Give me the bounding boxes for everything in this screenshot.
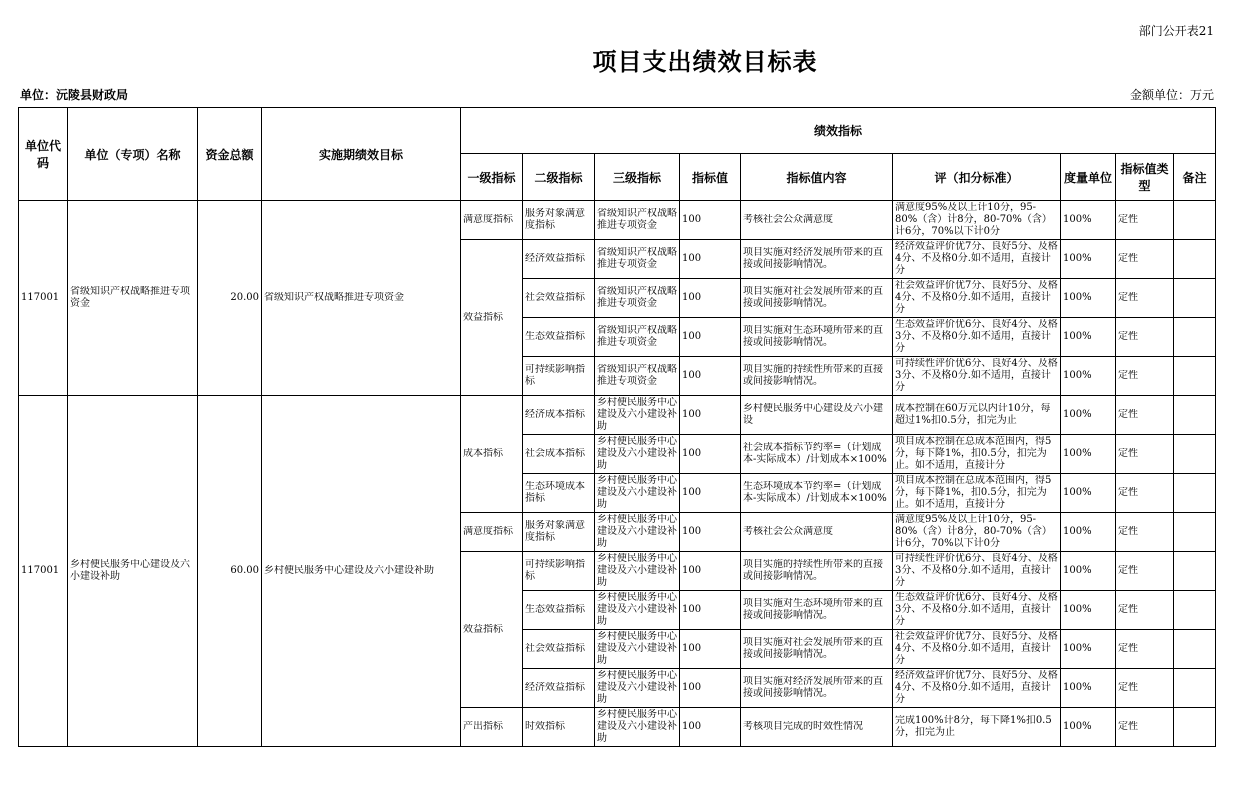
remark-cell: [1174, 396, 1216, 435]
level2-cell: [523, 396, 595, 435]
level1-cell-text: 效益指标: [463, 623, 503, 635]
unit-code-cell: [19, 396, 68, 747]
value-cell: [680, 513, 741, 552]
level3-cell: [595, 708, 680, 747]
level2-cell-text: 可持续影响指标: [525, 364, 585, 387]
level2-cell-text: 经济效益指标: [525, 253, 585, 264]
total-funds-cell: [198, 201, 262, 396]
unit-name-cell-text: 省级知识产权战略推进专项资金: [70, 286, 190, 309]
value-type-cell-text: 定性: [1118, 487, 1138, 498]
value-cell: [680, 669, 741, 708]
remark-cell: [1174, 240, 1216, 279]
header-level1: 一级指标: [461, 154, 523, 201]
content-cell: [741, 279, 893, 318]
measure-unit-cell: [1061, 552, 1116, 591]
level2-cell: [523, 240, 595, 279]
level3-cell-text: 乡村便民服务中心建设及六小建设补助: [597, 709, 677, 744]
scoring-cell: [893, 513, 1061, 552]
unit-code-cell-text: 117001: [21, 292, 60, 303]
level2-cell-text: 时效指标: [525, 721, 565, 732]
value-type-cell-text: 定性: [1118, 604, 1138, 615]
scoring-cell: [893, 201, 1061, 240]
content-cell: [741, 630, 893, 669]
level2-cell-text: 社会效益指标: [525, 643, 585, 654]
level1-cell: [461, 201, 523, 240]
content-cell-text: 项目实施对社会发展所带来的直接或间接影响情况。: [743, 286, 883, 309]
level3-cell: [595, 240, 680, 279]
content-cell: [741, 552, 893, 591]
scoring-cell-text: 满意度95%及以上计10分，95-80%（含）计8分，80-70%（含）计6分，70%以下计0分: [895, 202, 1052, 237]
level3-cell: [595, 357, 680, 396]
measure-unit-cell-text: 100%: [1063, 370, 1092, 381]
content-cell-text: 项目实施对社会发展所带来的直接或间接影响情况。: [743, 637, 883, 660]
remark-cell: [1174, 630, 1216, 669]
content-cell-text: 考核社会公众满意度: [743, 526, 833, 537]
value-type-cell-text: 定性: [1118, 643, 1138, 654]
remark-cell: [1174, 435, 1216, 474]
amount-unit-label: 金额单位：万元: [1129, 88, 1214, 102]
measure-unit-cell: [1061, 708, 1116, 747]
value-type-cell-text: 定性: [1118, 253, 1138, 264]
measure-unit-cell: [1061, 318, 1116, 357]
total-funds-cell-text: 20.00: [230, 292, 259, 303]
remark-cell: [1174, 708, 1216, 747]
value-type-cell-text: 定性: [1118, 565, 1138, 576]
value-type-cell: [1116, 240, 1174, 279]
content-cell-text: 乡村便民服务中心建设及六小建设: [743, 403, 883, 426]
level3-cell-text: 省级知识产权战略推进专项资金: [597, 247, 677, 270]
value-type-cell-text: 定性: [1118, 526, 1138, 537]
value-cell: [680, 435, 741, 474]
content-cell: [741, 201, 893, 240]
content-cell-text: 项目实施的持续性所带来的直接或间接影响情况。: [743, 559, 883, 582]
level2-cell-text: 经济效益指标: [525, 682, 585, 693]
scoring-cell: [893, 357, 1061, 396]
scoring-cell-text: 项目成本控制在总成本范围内，得5分，每下降1%，扣0.5分，扣完为止。如不适用，直接计分: [895, 475, 1052, 510]
measure-unit-cell-text: 100%: [1063, 643, 1092, 654]
value-type-cell-text: 定性: [1118, 292, 1138, 303]
content-cell: [741, 708, 893, 747]
scoring-cell: [893, 240, 1061, 279]
value-type-cell-text: 定性: [1118, 214, 1138, 225]
value-type-cell: [1116, 279, 1174, 318]
level3-cell: [595, 513, 680, 552]
value-cell: [680, 240, 741, 279]
level3-cell: [595, 591, 680, 630]
measure-unit-cell-text: 100%: [1063, 214, 1092, 225]
measure-unit-cell-text: 100%: [1063, 331, 1092, 342]
value-cell: [680, 474, 741, 513]
scoring-cell: [893, 591, 1061, 630]
scoring-cell: [893, 474, 1061, 513]
header-period-goal: 实施期绩效目标: [262, 108, 461, 201]
value-type-cell: [1116, 552, 1174, 591]
level3-cell: [595, 396, 680, 435]
scoring-cell-text: 项目成本控制在总成本范围内，得5分，每下降1%，扣0.5分，扣完为止。如不适用，直接计分: [895, 436, 1052, 471]
level2-cell: [523, 669, 595, 708]
scoring-cell: [893, 318, 1061, 357]
unit-name-cell: [68, 201, 198, 396]
level2-cell-text: 生态环境成本指标: [525, 481, 585, 504]
measure-unit-cell: [1061, 435, 1116, 474]
level2-cell-text: 社会效益指标: [525, 292, 585, 303]
level2-cell: [523, 201, 595, 240]
level3-cell-text: 省级知识产权战略推进专项资金: [597, 325, 677, 348]
unit-label: 单位：沅陵县财政局: [20, 88, 129, 102]
period-goal-cell-text: 省级知识产权战略推进专项资金: [264, 292, 404, 303]
level1-cell-text: 成本指标: [463, 448, 503, 459]
value-type-cell: [1116, 669, 1174, 708]
scoring-cell: [893, 435, 1061, 474]
scoring-cell-text: 完成100%计8分，每下降1%扣0.5分，扣完为止: [895, 715, 1052, 738]
remark-cell: [1174, 357, 1216, 396]
measure-unit-cell: [1061, 279, 1116, 318]
value-type-cell: [1116, 591, 1174, 630]
level3-cell: [595, 630, 680, 669]
level2-cell: [523, 357, 595, 396]
scoring-cell-text: 社会效益评价优7分、良好5分、及格4分、不及格0分.如不适用，直接计分: [895, 631, 1058, 666]
content-cell: [741, 396, 893, 435]
level1-cell-text: 满意度指标: [463, 214, 513, 225]
level2-cell: [523, 474, 595, 513]
content-cell-text: 社会成本指标节约率=（计划成本-实际成本）/计划成本×100%: [743, 442, 887, 465]
value-cell-text: 100: [682, 487, 702, 498]
level1-cell-text: 效益指标: [463, 311, 503, 323]
level2-cell: [523, 513, 595, 552]
level2-cell-text: 社会成本指标: [525, 448, 585, 459]
value-type-cell-text: 定性: [1118, 409, 1138, 420]
level3-cell: [595, 201, 680, 240]
level3-cell-text: 省级知识产权战略推进专项资金: [597, 286, 677, 309]
content-cell: [741, 669, 893, 708]
level1-cell: [461, 240, 523, 396]
remark-cell: [1174, 474, 1216, 513]
content-cell: [741, 318, 893, 357]
measure-unit-cell-text: 100%: [1063, 487, 1092, 498]
header-total-funds: 资金总额: [198, 108, 262, 201]
level3-cell-text: 乡村便民服务中心建设及六小建设补助: [597, 553, 677, 588]
value-type-cell-text: 定性: [1118, 448, 1138, 459]
page-title: 项目支出绩效目标表: [592, 48, 818, 76]
value-type-cell-text: 定性: [1118, 370, 1138, 381]
measure-unit-cell-text: 100%: [1063, 604, 1092, 615]
measure-unit-cell-text: 100%: [1063, 448, 1092, 459]
level1-cell: [461, 396, 523, 513]
content-cell: [741, 513, 893, 552]
remark-cell: [1174, 279, 1216, 318]
scoring-cell-text: 生态效益评价优6分、良好4分、及格3分、不及格0分.如不适用，直接计分: [895, 592, 1058, 627]
header-scoring: 评（扣分标准）: [893, 154, 1061, 201]
value-cell-text: 100: [682, 565, 702, 576]
header-value: 指标值: [680, 154, 741, 201]
content-cell-text: 项目实施对生态环境所带来的直接或间接影响情况。: [743, 325, 883, 348]
scoring-cell: [893, 396, 1061, 435]
level2-cell: [523, 630, 595, 669]
value-cell: [680, 630, 741, 669]
scoring-cell-text: 生态效益评价优6分、良好4分、及格3分、不及格0分.如不适用，直接计分: [895, 319, 1058, 354]
value-type-cell: [1116, 435, 1174, 474]
remark-cell: [1174, 669, 1216, 708]
content-cell-text: 项目实施对经济发展所带来的直接或间接影响情况。: [743, 676, 883, 699]
measure-unit-cell: [1061, 669, 1116, 708]
scoring-cell-text: 成本控制在60万元以内计10分，每超过1%扣0.5分，扣完为止: [895, 403, 1051, 426]
scoring-cell-text: 经济效益评价优7分、良好5分、及格4分、不及格0分.如不适用，直接计分: [895, 670, 1058, 705]
level3-cell: [595, 552, 680, 591]
scoring-cell-text: 可持续性评价优6分、良好4分、及格3分、不及格0分.如不适用，直接计分: [895, 358, 1058, 393]
content-cell-text: 生态环境成本节约率=（计划成本-实际成本）/计划成本×100%: [743, 481, 887, 504]
header-unit-code: 单位代码: [19, 108, 68, 201]
measure-unit-cell-text: 100%: [1063, 565, 1092, 576]
measure-unit-cell-text: 100%: [1063, 253, 1092, 264]
level2-cell: [523, 279, 595, 318]
content-cell-text: 项目实施对经济发展所带来的直接或间接影响情况。: [743, 247, 883, 270]
table-number-label: 部门公开表21: [1138, 24, 1214, 38]
value-type-cell-text: 定性: [1118, 721, 1138, 732]
unit-code-cell: [19, 201, 68, 396]
level3-cell-text: 乡村便民服务中心建设及六小建设补助: [597, 631, 677, 666]
measure-unit-cell: [1061, 591, 1116, 630]
level3-cell-text: 乡村便民服务中心建设及六小建设补助: [597, 397, 677, 432]
scoring-cell: [893, 279, 1061, 318]
value-cell: [680, 279, 741, 318]
measure-unit-cell-text: 100%: [1063, 526, 1092, 537]
level3-cell-text: 乡村便民服务中心建设及六小建设补助: [597, 436, 677, 471]
scoring-cell-text: 经济效益评价优7分、良好5分、及格4分、不及格0分.如不适用，直接计分: [895, 241, 1058, 276]
value-type-cell: [1116, 396, 1174, 435]
level2-cell: [523, 435, 595, 474]
content-cell: [741, 435, 893, 474]
scoring-cell: [893, 630, 1061, 669]
scoring-cell: [893, 708, 1061, 747]
measure-unit-cell-text: 100%: [1063, 721, 1092, 732]
unit-code-cell-text: 117001: [21, 565, 60, 576]
level1-cell: [461, 552, 523, 708]
unit-name-cell: [68, 396, 198, 747]
scoring-cell: [893, 552, 1061, 591]
value-cell-text: 100: [682, 721, 702, 732]
remark-cell: [1174, 552, 1216, 591]
measure-unit-cell-text: 100%: [1063, 292, 1092, 303]
content-cell-text: 考核社会公众满意度: [743, 214, 833, 225]
level3-cell: [595, 279, 680, 318]
remark-cell: [1174, 318, 1216, 357]
level3-cell-text: 乡村便民服务中心建设及六小建设补助: [597, 592, 677, 627]
value-cell: [680, 552, 741, 591]
remark-cell: [1174, 201, 1216, 240]
header-indicators: 绩效指标: [461, 108, 1216, 154]
period-goal-cell: [262, 396, 461, 747]
level3-cell: [595, 435, 680, 474]
value-cell-text: 100: [682, 682, 702, 693]
header-unit-name: 单位（专项）名称: [68, 108, 198, 201]
value-type-cell: [1116, 474, 1174, 513]
level2-cell: [523, 591, 595, 630]
measure-unit-cell: [1061, 357, 1116, 396]
value-type-cell: [1116, 630, 1174, 669]
measure-unit-cell-text: 100%: [1063, 409, 1092, 420]
value-cell-text: 100: [682, 370, 702, 381]
measure-unit-cell: [1061, 513, 1116, 552]
value-cell: [680, 708, 741, 747]
period-goal-cell: [262, 201, 461, 396]
content-cell: [741, 357, 893, 396]
value-cell-text: 100: [682, 604, 702, 615]
value-cell-text: 100: [682, 214, 702, 225]
value-cell-text: 100: [682, 526, 702, 537]
level1-cell: [461, 708, 523, 747]
table-row: [19, 396, 1216, 435]
measure-unit-cell: [1061, 396, 1116, 435]
content-cell-text: 项目实施的持续性所带来的直接或间接影响情况。: [743, 364, 883, 387]
value-cell: [680, 591, 741, 630]
level1-cell-text: 产出指标: [463, 721, 503, 732]
header-value-type: 指标值类型: [1116, 154, 1174, 201]
level3-cell: [595, 474, 680, 513]
value-cell-text: 100: [682, 253, 702, 264]
performance-goal-table: [18, 107, 1216, 747]
level2-cell: [523, 708, 595, 747]
header-level3: 三级指标: [595, 154, 680, 201]
measure-unit-cell-text: 100%: [1063, 682, 1092, 693]
value-type-cell-text: 定性: [1118, 331, 1138, 342]
value-cell-text: 100: [682, 409, 702, 420]
scoring-cell-text: 可持续性评价优6分、良好4分、及格3分、不及格0分.如不适用，直接计分: [895, 553, 1058, 588]
level2-cell: [523, 552, 595, 591]
measure-unit-cell: [1061, 240, 1116, 279]
measure-unit-cell: [1061, 201, 1116, 240]
measure-unit-cell: [1061, 474, 1116, 513]
period-goal-cell-text: 乡村便民服务中心建设及六小建设补助: [264, 565, 434, 576]
value-type-cell-text: 定性: [1118, 682, 1138, 693]
level2-cell: [523, 318, 595, 357]
level3-cell-text: 乡村便民服务中心建设及六小建设补助: [597, 514, 677, 549]
scoring-cell-text: 满意度95%及以上计10分，95-80%（含）计8分，80-70%（含）计6分，70%以下计0分: [895, 514, 1052, 549]
level2-cell-text: 服务对象满意度指标: [525, 520, 585, 543]
level2-cell-text: 经济成本指标: [525, 409, 585, 420]
header-remark: 备注: [1174, 154, 1216, 201]
value-cell-text: 100: [682, 448, 702, 459]
unit-name-cell-text: 乡村便民服务中心建设及六小建设补助: [70, 559, 190, 582]
content-cell: [741, 240, 893, 279]
table-row: [19, 201, 1216, 240]
level3-cell: [595, 669, 680, 708]
level1-cell-text: 满意度指标: [463, 526, 513, 537]
header-measure-unit: 度量单位: [1061, 154, 1116, 201]
value-cell: [680, 357, 741, 396]
value-cell: [680, 318, 741, 357]
remark-cell: [1174, 591, 1216, 630]
scoring-cell-text: 社会效益评价优7分、良好5分、及格4分、不及格0分.如不适用，直接计分: [895, 280, 1058, 315]
content-cell-text: 考核项目完成的时效性情况: [743, 721, 863, 732]
value-cell-text: 100: [682, 643, 702, 654]
level3-cell-text: 省级知识产权战略推进专项资金: [597, 208, 677, 231]
value-type-cell: [1116, 318, 1174, 357]
value-cell: [680, 396, 741, 435]
level2-cell-text: 生态效益指标: [525, 604, 585, 615]
scoring-cell: [893, 669, 1061, 708]
level1-cell: [461, 513, 523, 552]
value-cell-text: 100: [682, 331, 702, 342]
content-cell-text: 项目实施对生态环境所带来的直接或间接影响情况。: [743, 598, 883, 621]
level2-cell-text: 服务对象满意度指标: [525, 208, 585, 231]
header-level2: 二级指标: [523, 154, 595, 201]
value-type-cell: [1116, 357, 1174, 396]
value-type-cell: [1116, 513, 1174, 552]
level3-cell-text: 乡村便民服务中心建设及六小建设补助: [597, 475, 677, 510]
value-type-cell: [1116, 708, 1174, 747]
level2-cell-text: 生态效益指标: [525, 331, 585, 342]
value-cell: [680, 201, 741, 240]
total-funds-cell: [198, 396, 262, 747]
level3-cell-text: 乡村便民服务中心建设及六小建设补助: [597, 670, 677, 705]
content-cell: [741, 591, 893, 630]
level3-cell-text: 省级知识产权战略推进专项资金: [597, 364, 677, 387]
value-type-cell: [1116, 201, 1174, 240]
content-cell: [741, 474, 893, 513]
header-content: 指标值内容: [741, 154, 893, 201]
measure-unit-cell: [1061, 630, 1116, 669]
value-cell-text: 100: [682, 292, 702, 303]
level2-cell-text: 可持续影响指标: [525, 559, 585, 582]
remark-cell: [1174, 513, 1216, 552]
level3-cell: [595, 318, 680, 357]
total-funds-cell-text: 60.00: [230, 565, 259, 576]
